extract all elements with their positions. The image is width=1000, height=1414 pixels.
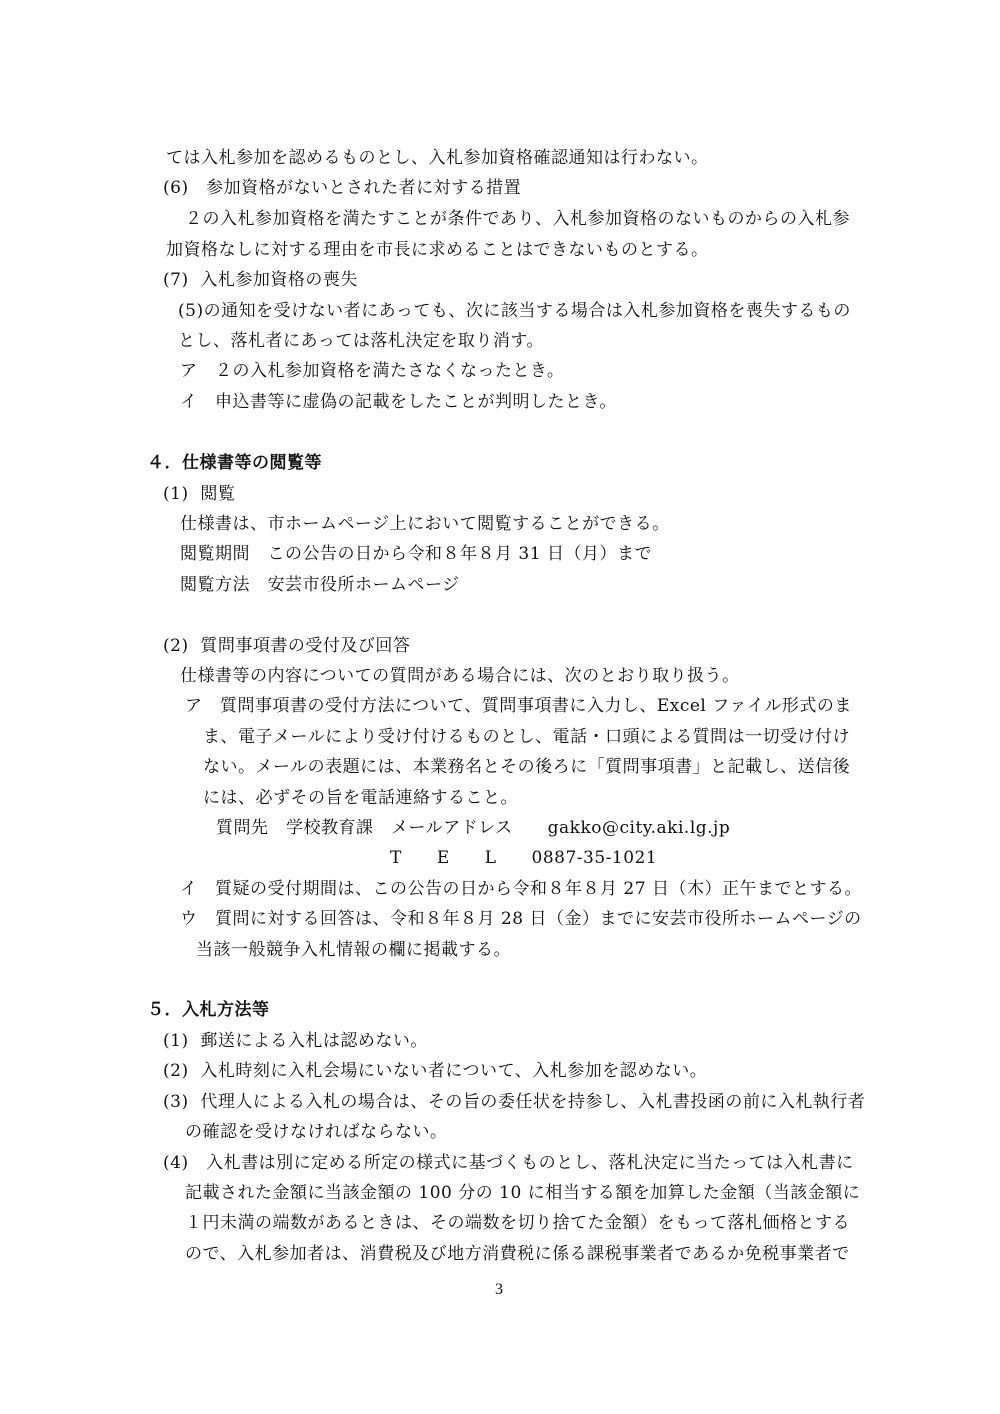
text-line: ない。メールの表題には、本業務名とその後ろに「質問事項書」と記載し、送信後 (203, 757, 851, 777)
text-line: (5)の通知を受けない者にあっても、次に該当する場合は入札参加資格を喪失するもの (178, 301, 851, 321)
list-item: (3) 代理人による入札の場合は、その旨の委任状を持参し、入札書投函の前に入札執行者 (163, 1092, 866, 1112)
text-line: とし、落札者にあっては落札決定を取り消す。 (178, 331, 544, 351)
list-item: (4) 入札書は別に定める所定の様式に基づくものとし、落札決定に当たっては入札書に (163, 1153, 854, 1173)
section-heading: ４．仕様書等の閲覧等 (147, 453, 322, 473)
list-item: イ 質疑の受付期間は、この公告の日から令和８年８月 27 日（木）正午までとする。 (180, 879, 862, 899)
text-line: 記載された金額に当該金額の 100 分の 10 に相当する額を加算した金額（当該金額に (185, 1183, 861, 1203)
text-line: １円未満の端数があるときは、その端数を切り捨てた金額）をもって落札価格とする (185, 1213, 850, 1233)
section-heading: ５．入札方法等 (147, 1000, 270, 1020)
list-item: (1) 郵送による入札は認めない。 (163, 1031, 428, 1051)
text-line: ては入札参加を認めるものとし、入札参加資格確認通知は行わない。 (166, 148, 709, 168)
list-item: (2) 入札時刻に入札会場にいない者について、入札参加を認めない。 (163, 1061, 708, 1081)
text-line: ２の入札参加資格を満たすことが条件であり、入札参加資格のないものからの入札参 (185, 209, 850, 229)
text-line: の確認を受けなければならない。 (185, 1122, 448, 1142)
subsection-heading: (6) 参加資格がないとされた者に対する措置 (163, 178, 522, 198)
list-item: イ 申込書等に虚偽の記載をしたことが判明したとき。 (180, 392, 617, 412)
list-item: ア 質問事項書の受付方法について、質問事項書に入力し、Excel ファイル形式のま (185, 696, 852, 716)
text-line: には、必ずその旨を電話連絡すること。 (203, 788, 518, 808)
text-line: 当該一般競争入札情報の欄に掲載する。 (196, 940, 511, 960)
text-line: 仕様書は、市ホームページ上において閲覧することができる。 (180, 514, 670, 534)
text-line: 閲覧期間 この公告の日から令和８年８月 31 日（月）まで (180, 544, 652, 564)
subsection-heading: (1) 閲覧 (163, 484, 236, 504)
contact-tel-line: T E L 0887-35-1021 (390, 848, 658, 868)
text-line: ま、電子メールにより受け付けるものとし、電話・口頭による質問は一切受け付け (203, 727, 851, 747)
list-item: ア ２の入札参加資格を満たさなくなったとき。 (180, 361, 565, 381)
text-line: 閲覧方法 安芸市役所ホームページ (180, 575, 460, 595)
text-line: 仕様書等の内容についての質問がある場合には、次のとおり取り扱う。 (180, 666, 740, 686)
text-line: 加資格なしに対する理由を市長に求めることはできないものとする。 (166, 240, 709, 260)
text-line: ので、入札参加者は、消費税及び地方消費税に係る課税事業者であるか免税事業者で (185, 1244, 850, 1264)
contact-email-line: 質問先 学校教育課 メールアドレス gakko@city.aki.lg.jp (216, 818, 731, 838)
list-item: ウ 質問に対する回答は、令和８年８月 28 日（金）までに安芸市役所ホームページの (180, 909, 862, 929)
page-number: 3 (495, 1281, 504, 1298)
subsection-heading: (2) 質問事項書の受付及び回答 (163, 636, 411, 656)
subsection-heading: (7) 入札参加資格の喪失 (163, 270, 358, 290)
